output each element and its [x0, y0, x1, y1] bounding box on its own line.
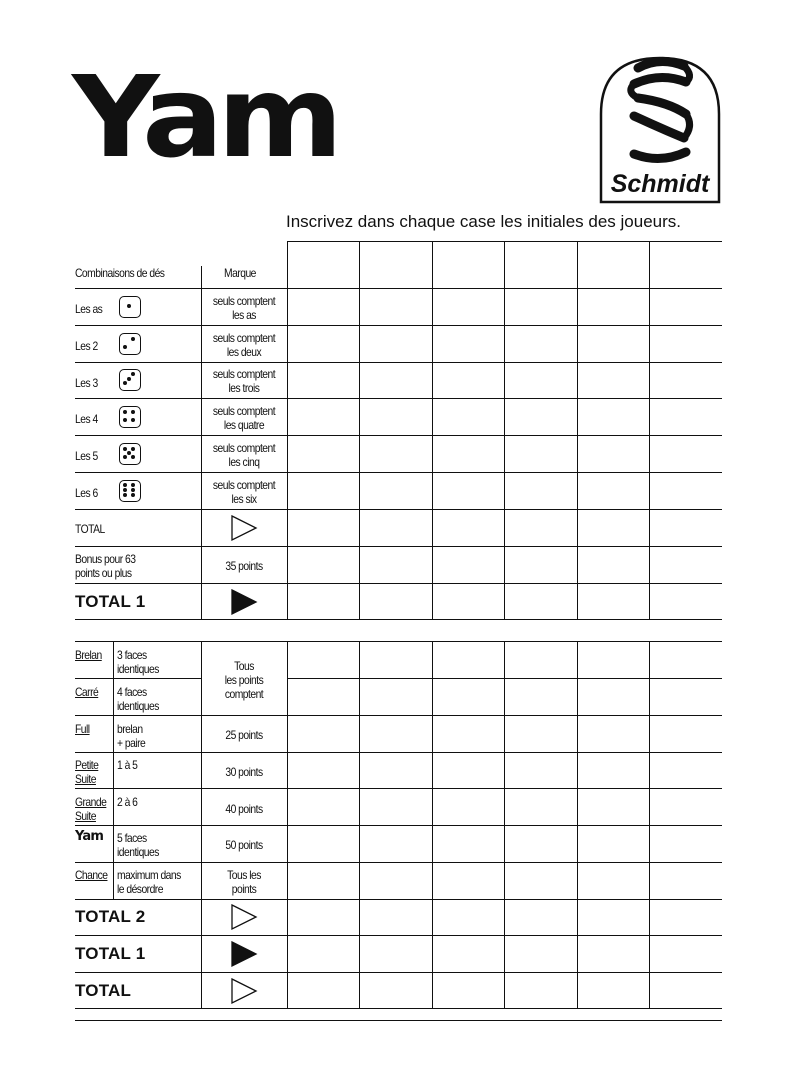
grid-line [649, 241, 650, 619]
total1-triangle-icon [230, 588, 258, 616]
total1-label: TOTAL 1 [75, 592, 146, 611]
grid-line [75, 972, 722, 973]
die-5-icon [119, 443, 141, 465]
bonus-label-line2: points ou plus [75, 566, 132, 580]
full-score: 25 points [225, 728, 263, 742]
grid-line [75, 546, 722, 547]
die-2-icon [119, 333, 141, 355]
grid-line [504, 641, 505, 1008]
brelan-desc2: identiques [117, 662, 159, 676]
bonus-score: 35 points [225, 559, 263, 573]
grid-line [75, 1008, 722, 1009]
grid-line [577, 241, 578, 619]
chance-score: Tous les points [227, 868, 261, 896]
die-6-icon [119, 480, 141, 502]
score-2: seuls comptent les deux [212, 331, 276, 359]
grid-line [75, 788, 722, 789]
grid-line [75, 472, 722, 473]
chance-desc2: le désordre [117, 882, 163, 896]
grand-total-triangle-icon [230, 977, 258, 1005]
grid-line [75, 678, 201, 679]
die-1-icon [119, 296, 141, 318]
pip [131, 493, 135, 497]
grid-line [75, 1020, 722, 1021]
pip [123, 381, 127, 385]
upper-total-label: TOTAL [75, 522, 105, 536]
bonus-label-line1: Bonus pour 63 [75, 552, 136, 566]
brelan-name: Brelan [75, 648, 102, 662]
grid-line [432, 241, 433, 619]
grid-line [113, 641, 114, 899]
grid-line [75, 715, 722, 716]
yam-desc2: identiques [117, 845, 159, 859]
pip [127, 377, 131, 381]
grande-score: 40 points [225, 802, 263, 816]
petite-name1: Petite [75, 758, 99, 772]
brelan-carre-score: Tous les points comptent [224, 659, 264, 701]
pip [123, 345, 127, 349]
grid-line [75, 583, 722, 584]
grid-line [75, 325, 722, 326]
full-desc1: brelan [117, 722, 143, 736]
header-score: Marque [224, 266, 256, 280]
instruction-text: Inscrivez dans chaque case les initiales des joueurs. [286, 212, 681, 231]
brelan-desc1: 3 faces [117, 648, 147, 662]
die-4-icon [119, 406, 141, 428]
pip [131, 372, 135, 376]
grid-line [287, 241, 288, 619]
pip [123, 493, 127, 497]
row-label-as: Les as [75, 302, 103, 316]
grid-line [75, 899, 722, 900]
grid-line [504, 241, 505, 619]
grid-line [577, 641, 578, 1008]
total1-repeat-triangle-icon [230, 940, 258, 968]
pip [131, 337, 135, 341]
pip [131, 455, 135, 459]
score-6: seuls comptent les six [212, 478, 276, 506]
carre-name: Carré [75, 685, 99, 699]
pip [123, 418, 127, 422]
pip [127, 451, 131, 455]
pip [131, 488, 135, 492]
grid-line [75, 288, 722, 289]
carre-desc1: 4 faces [117, 685, 147, 699]
score-as: seuls comptent les as [212, 294, 276, 322]
grid-line [359, 641, 360, 1008]
score-5: seuls comptent les cinq [212, 441, 276, 469]
pip [127, 304, 131, 308]
grid-line [75, 619, 722, 620]
grid-line [287, 641, 288, 1008]
grid-line [75, 509, 722, 510]
grid-line [75, 862, 722, 863]
chance-name: Chance [75, 868, 108, 882]
total1-repeat-label: TOTAL 1 [75, 944, 146, 963]
row-label-6: Les 6 [75, 486, 98, 500]
full-name: Full [75, 722, 90, 736]
grid-line [432, 641, 433, 1008]
pip [131, 483, 135, 487]
page-title: Yam [72, 53, 337, 183]
total2-label: TOTAL 2 [75, 907, 146, 926]
petite-score: 30 points [225, 765, 263, 779]
pip [131, 418, 135, 422]
petite-desc: 1 à 5 [117, 758, 138, 772]
yam-desc1: 5 faces [117, 831, 147, 845]
chance-desc1: maximum dans [117, 868, 181, 882]
grande-name1: Grande [75, 795, 107, 809]
grand-total-label: TOTAL [75, 981, 132, 1000]
die-3-icon [119, 369, 141, 391]
upper-total-triangle-icon [230, 514, 258, 542]
score-4: seuls comptent les quatre [212, 404, 276, 432]
grid-line [75, 825, 722, 826]
row-label-2: Les 2 [75, 339, 98, 353]
yam-score: 50 points [225, 838, 263, 852]
grid-line [359, 241, 360, 619]
pip [131, 447, 135, 451]
header-combinations: Combinaisons de dés [75, 266, 165, 280]
grid-line [75, 641, 722, 642]
total2-triangle-icon [230, 903, 258, 931]
grid-line [649, 641, 650, 1008]
grid-line [75, 752, 722, 753]
row-label-4: Les 4 [75, 412, 98, 426]
pip [123, 455, 127, 459]
grid-line [75, 935, 722, 936]
score-3: seuls comptent les trois [212, 367, 276, 395]
brand-name: Schmidt [610, 170, 710, 198]
pip [123, 483, 127, 487]
row-label-3: Les 3 [75, 376, 98, 390]
pip [123, 410, 127, 414]
grid-line [75, 398, 722, 399]
pip [123, 447, 127, 451]
grande-desc: 2 à 6 [117, 795, 138, 809]
schmidt-logo [598, 52, 723, 204]
petite-name2: Suite [75, 772, 96, 786]
yam-name: Yam [75, 829, 104, 844]
pip [123, 488, 127, 492]
grande-name2: Suite [75, 809, 96, 823]
grid-line [75, 435, 722, 436]
carre-desc2: identiques [117, 699, 159, 713]
row-label-5: Les 5 [75, 449, 98, 463]
full-desc2: + paire [117, 736, 146, 750]
grid-line [75, 362, 722, 363]
pip [131, 410, 135, 414]
